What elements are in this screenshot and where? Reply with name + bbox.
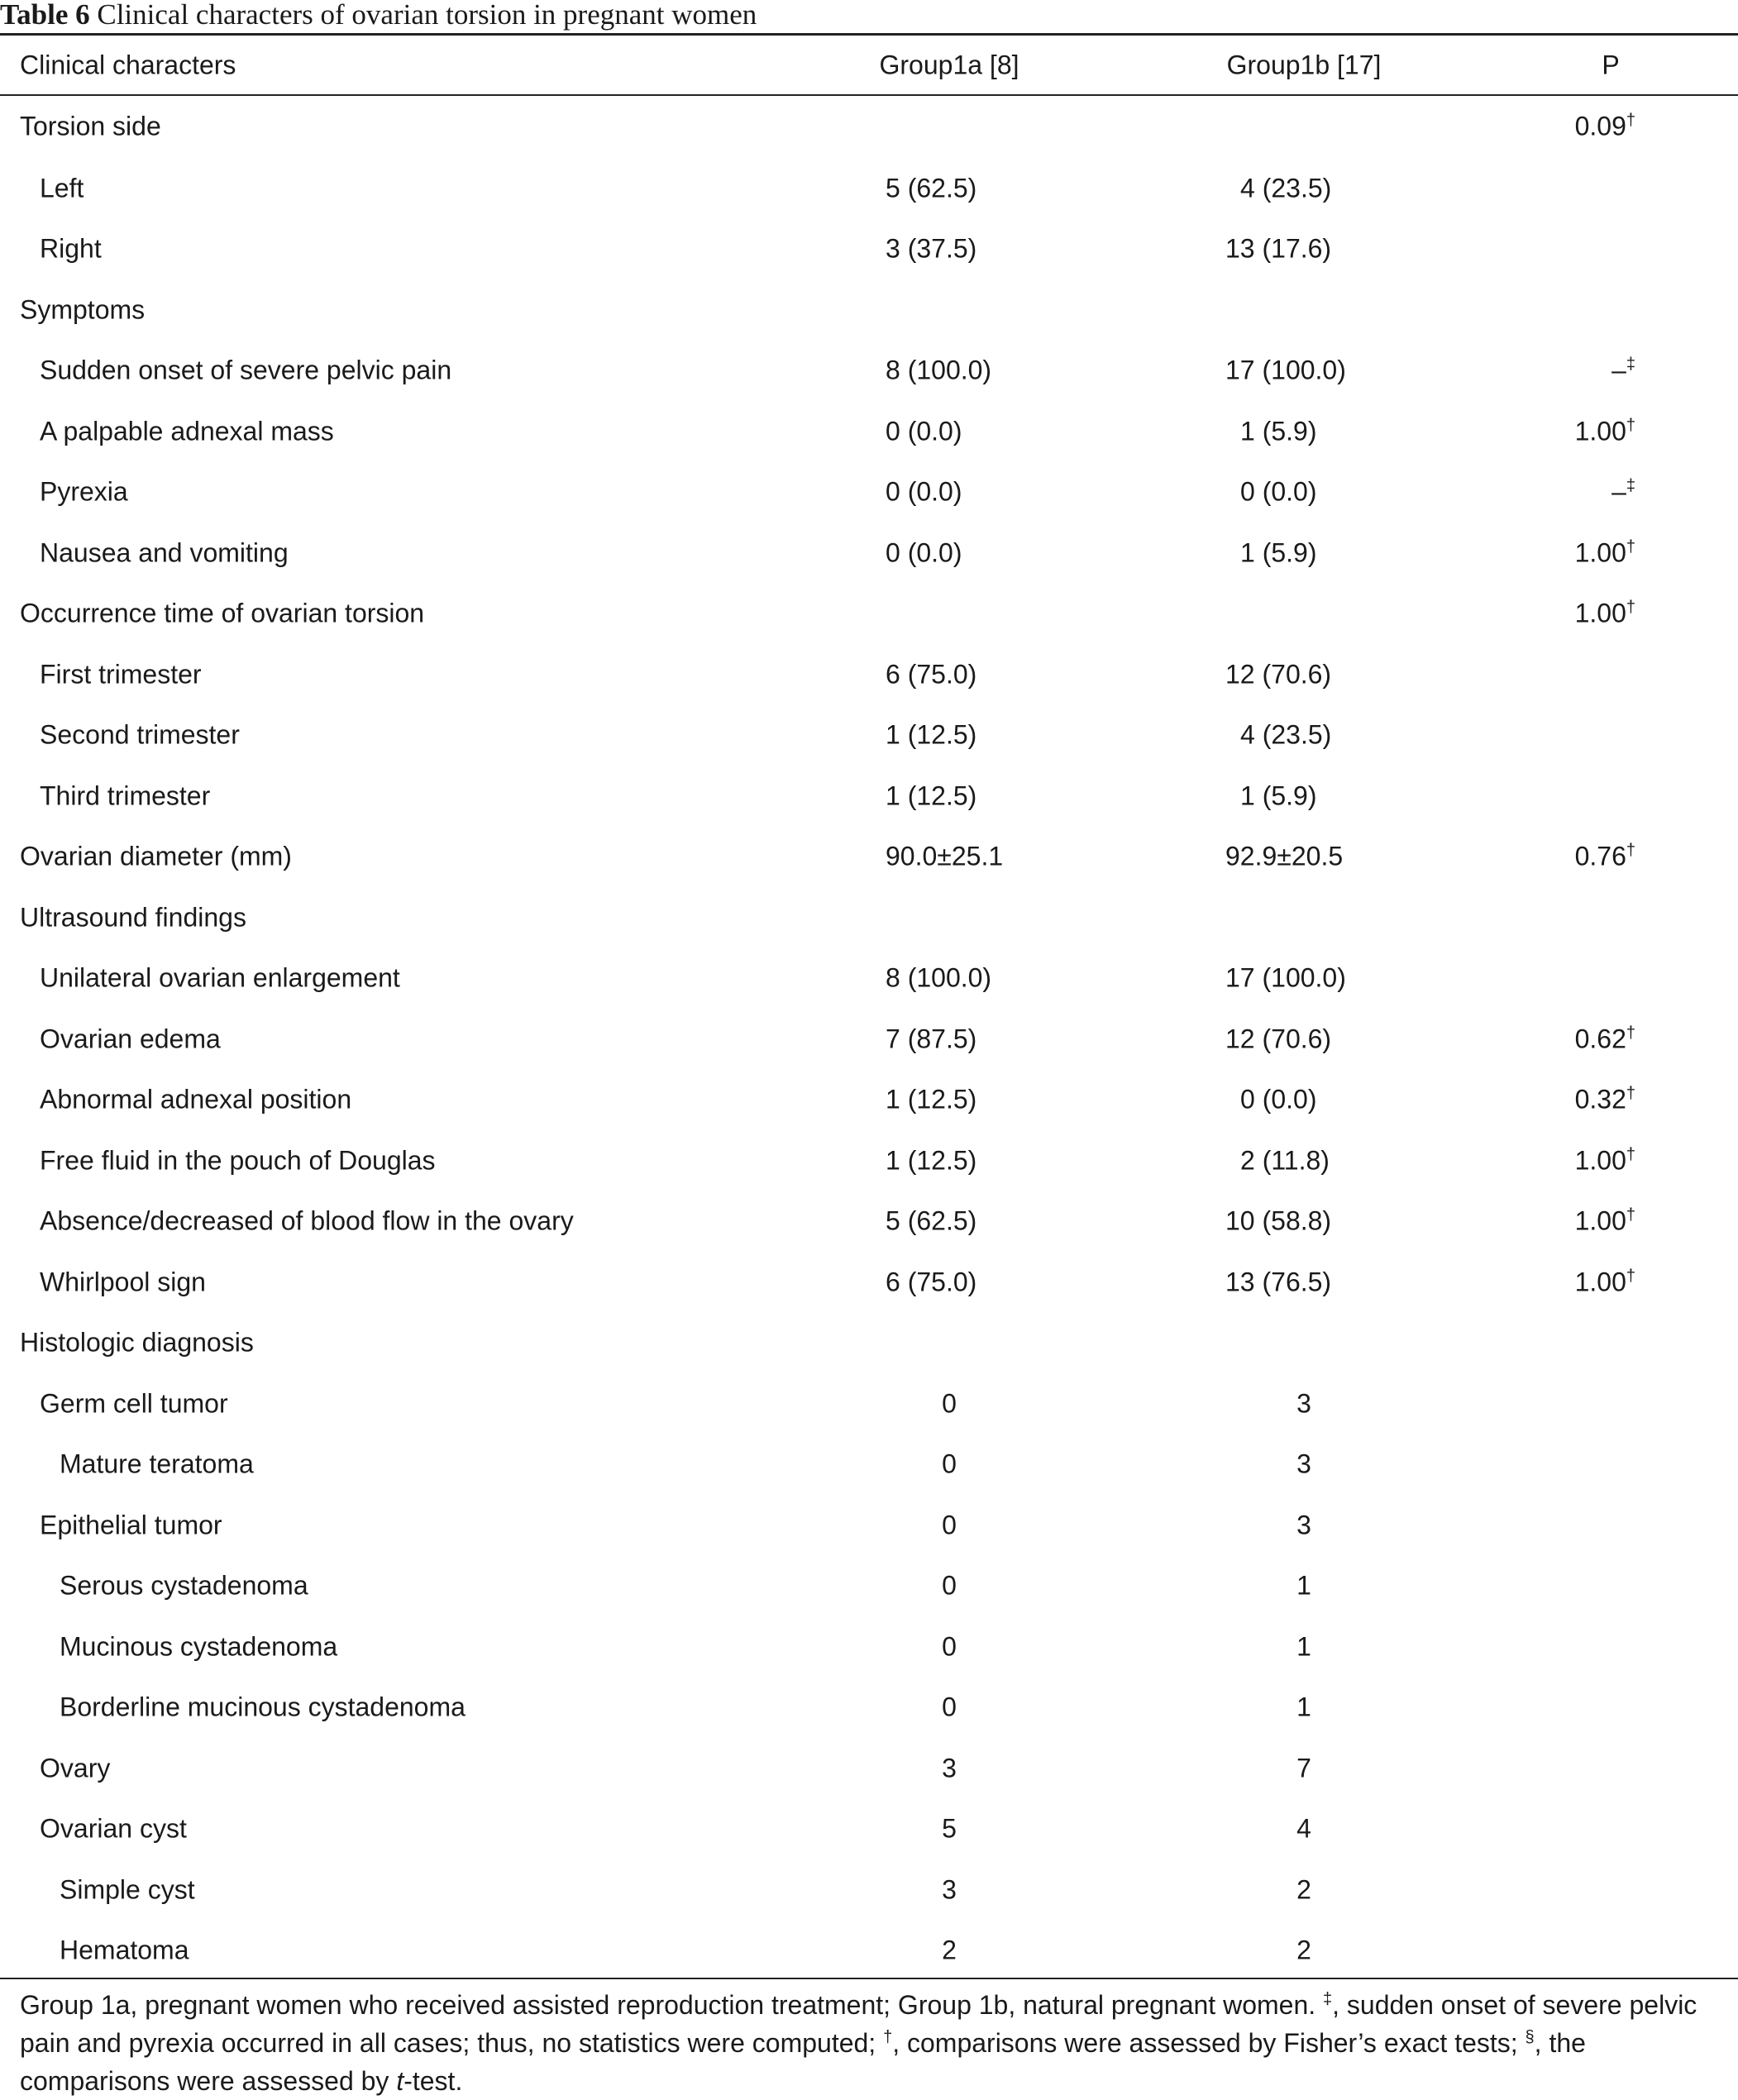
row-label: Left [40, 173, 84, 203]
group1a-value: 1 (12.5) [886, 1084, 977, 1114]
footnote-text-2: , sudden onset of severe pelvic pain and pyrexia occurred in all cases; thus, no statistics were computed; [20, 1990, 1697, 2058]
clinical-characters-table [0, 36, 1738, 1981]
group1a-value: 1 (12.5) [886, 780, 977, 811]
table-row [0, 1678, 1738, 1739]
row-cell [0, 1191, 1738, 1253]
p-value-marker: † [1626, 1267, 1635, 1286]
p-value-number: 1.00 [1574, 537, 1626, 568]
row-cell [0, 1616, 1738, 1678]
group1b-value: 13 (17.6) [1225, 233, 1332, 264]
group1b-value: 4 [1296, 1813, 1311, 1844]
row-label: Nausea and vomiting [40, 537, 289, 568]
p-value-marker: † [1626, 598, 1635, 617]
group1b-value: 12 (70.6) [1225, 659, 1332, 690]
group1a-value: 3 [942, 1753, 957, 1783]
row-label: Third trimester [40, 780, 211, 811]
table-row [0, 1070, 1738, 1131]
p-value-marker: † [1626, 1024, 1635, 1043]
table-row [0, 279, 1738, 341]
row-label: Free fluid in the pouch of Douglas [40, 1145, 436, 1176]
p-value-number: 0.76 [1574, 841, 1626, 871]
table-row [0, 1616, 1738, 1678]
row-cell [0, 401, 1738, 462]
table-row [0, 948, 1738, 1009]
row-cell [0, 523, 1738, 584]
p-value-number: 1.00 [1574, 416, 1626, 446]
table-row [0, 766, 1738, 827]
p-value [1575, 1145, 1635, 1176]
p-value-marker: † [1626, 111, 1635, 129]
row-cell [0, 1009, 1738, 1070]
p-value [1611, 356, 1635, 386]
group1b-value: 3 [1296, 1449, 1311, 1479]
row-label: Absence/decreased of blood flow in the ovary [40, 1205, 574, 1236]
group1a-value: 8 (100.0) [886, 355, 992, 385]
footnote-text-3: , comparisons were assessed by Fisher’s exact tests; [892, 2028, 1526, 2058]
group1a-value: 0 (0.0) [886, 416, 962, 446]
row-cell [0, 887, 1738, 948]
group1a-value: 0 [942, 1692, 957, 1722]
table-row [0, 1859, 1738, 1921]
header-group1b: Group1b [17] [1226, 50, 1382, 79]
row-cell [0, 462, 1738, 523]
row-cell [0, 1921, 1738, 1982]
table-row [0, 401, 1738, 462]
p-value-number: 1.00 [1574, 1267, 1626, 1297]
p-value-number: 0.32 [1574, 1084, 1626, 1114]
table-footnote [20, 1986, 1723, 2100]
group1b-value: 3 [1296, 1510, 1311, 1540]
group1b-value: 2 (11.8) [1240, 1145, 1330, 1176]
group1a-value: 1 (12.5) [886, 1145, 977, 1176]
header-label: Clinical characters [20, 50, 236, 79]
group1a-value: 0 (0.0) [886, 476, 962, 507]
group1a-value: 0 [942, 1510, 957, 1540]
table-row [0, 1191, 1738, 1253]
group1b-value: 2 [1296, 1935, 1311, 1965]
row-label: Epithelial tumor [40, 1510, 222, 1540]
row-label: Ovarian cyst [40, 1813, 187, 1844]
row-label: Sudden onset of severe pelvic pain [40, 355, 452, 385]
p-value [1575, 599, 1635, 629]
group1a-value: 5 (62.5) [886, 173, 977, 203]
group1a-value: 90.0±25.1 [886, 841, 1004, 871]
table-row [0, 1556, 1738, 1617]
row-cell [0, 94, 1738, 158]
p-value [1575, 1024, 1635, 1054]
p-value-number: 0.62 [1574, 1024, 1626, 1054]
group1b-value: 17 (100.0) [1225, 355, 1346, 385]
group1b-value: 10 (58.8) [1225, 1205, 1332, 1236]
group1b-value: 0 (0.0) [1240, 476, 1317, 507]
footnote-text-1: Group 1a, pregnant women who received assisted reproduction treatment; Group 1b, natural pregnant women. [20, 1990, 1324, 2020]
group1a-value: 3 (37.5) [886, 233, 977, 264]
group1b-value: 3 [1296, 1388, 1311, 1419]
row-label: First trimester [40, 659, 202, 690]
table-row [0, 158, 1738, 219]
group1a-value: 7 (87.5) [886, 1024, 977, 1054]
group1b-value: 12 (70.6) [1225, 1024, 1332, 1054]
row-label: Second trimester [40, 719, 240, 750]
row-cell [0, 341, 1738, 402]
row-label: Histologic diagnosis [20, 1327, 254, 1358]
footnote-italic-t: t [396, 2066, 404, 2096]
p-value-number: – [1611, 355, 1626, 385]
table-row [0, 1495, 1738, 1556]
p-value-marker: † [1626, 1205, 1635, 1224]
group1a-value: 2 [942, 1935, 957, 1965]
row-cell [0, 1495, 1738, 1556]
row-cell [0, 219, 1738, 280]
group1b-value: 92.9±20.5 [1225, 841, 1344, 871]
row-cell [0, 948, 1738, 1009]
p-value [1575, 1267, 1635, 1297]
header-group1a: Group1a [8] [879, 50, 1019, 79]
row-label: Mucinous cystadenoma [60, 1631, 338, 1662]
p-value [1575, 416, 1635, 446]
table-row [0, 1130, 1738, 1191]
group1b-value: 1 [1296, 1692, 1311, 1722]
p-value-marker: † [1626, 841, 1635, 860]
row-cell [0, 1556, 1738, 1617]
group1b-value: 1 (5.9) [1240, 416, 1317, 446]
table-row [0, 1252, 1738, 1313]
p-value-marker: † [1626, 1084, 1635, 1103]
p-value-marker: † [1626, 537, 1635, 556]
table-row [0, 219, 1738, 280]
group1b-value: 17 (100.0) [1225, 962, 1346, 993]
table-title: Clinical characters of ovarian torsion in pregnant women [97, 0, 757, 31]
table-row [0, 523, 1738, 584]
p-value-marker: † [1626, 416, 1635, 435]
row-cell [0, 1313, 1738, 1374]
group1b-value: 13 (76.5) [1225, 1267, 1332, 1297]
p-value-marker: † [1626, 1145, 1635, 1164]
group1a-value: 1 (12.5) [886, 719, 977, 750]
p-value [1575, 537, 1635, 568]
group1b-value: 1 [1296, 1570, 1311, 1601]
table-row [0, 705, 1738, 766]
row-label: Borderline mucinous cystadenoma [60, 1692, 466, 1722]
group1b-value: 0 (0.0) [1240, 1084, 1317, 1114]
row-cell [0, 1373, 1738, 1434]
group1b-value: 4 (23.5) [1240, 173, 1332, 203]
p-value-number: 1.00 [1574, 598, 1626, 628]
row-label: Symptoms [20, 294, 146, 325]
table-row [0, 1799, 1738, 1860]
row-cell [0, 1252, 1738, 1313]
row-label: Whirlpool sign [40, 1267, 206, 1297]
group1b-value: 1 (5.9) [1240, 780, 1317, 811]
row-cell [0, 766, 1738, 827]
row-cell [0, 1799, 1738, 1860]
row-cell [0, 644, 1738, 705]
group1a-value: 6 (75.0) [886, 1267, 977, 1297]
footnote-text-5: -test. [403, 2066, 463, 2096]
table-row [0, 1009, 1738, 1070]
row-label: Abnormal adnexal position [40, 1084, 352, 1114]
row-cell [0, 1434, 1738, 1496]
p-value [1575, 1206, 1635, 1237]
group1b-value: 2 [1296, 1874, 1311, 1905]
group1a-value: 0 [942, 1631, 957, 1662]
row-cell [0, 158, 1738, 219]
table-row [0, 644, 1738, 705]
group1b-value: 7 [1296, 1753, 1311, 1783]
table-row [0, 462, 1738, 523]
row-cell [0, 279, 1738, 341]
row-cell [0, 1070, 1738, 1131]
table-row [0, 1434, 1738, 1496]
table-row [0, 1921, 1738, 1982]
table-row [0, 1738, 1738, 1799]
row-label: Occurrence time of ovarian torsion [20, 598, 425, 628]
row-label: Simple cyst [60, 1874, 195, 1905]
row-label: Ultrasound findings [20, 902, 246, 933]
table-row [0, 1373, 1738, 1434]
table-row [0, 341, 1738, 402]
row-label: Mature teratoma [60, 1449, 254, 1479]
row-label: Torsion side [20, 111, 161, 141]
group1a-value: 5 [942, 1813, 957, 1844]
row-label: Ovarian edema [40, 1024, 221, 1054]
table-row [0, 584, 1738, 645]
group1a-value: 0 [942, 1570, 957, 1601]
row-cell [0, 1130, 1738, 1191]
row-label: Right [40, 233, 102, 264]
p-value [1575, 842, 1635, 872]
header-p: P [1602, 50, 1620, 79]
row-label: Pyrexia [40, 476, 128, 507]
row-label: Serous cystadenoma [60, 1570, 308, 1601]
group1a-value: 8 (100.0) [886, 962, 992, 993]
group1a-value: 0 (0.0) [886, 537, 962, 568]
group1a-value: 0 [942, 1449, 957, 1479]
group1a-value: 5 (62.5) [886, 1205, 977, 1236]
header-cell [0, 36, 1738, 94]
table-row [0, 827, 1738, 888]
row-label: A palpable adnexal mass [40, 416, 334, 446]
row-label: Unilateral ovarian enlargement [40, 962, 400, 993]
p-value-marker: ‡ [1626, 355, 1635, 374]
footnote-symbol-double-dagger: ‡ [1323, 1990, 1333, 2008]
table-row [0, 94, 1738, 158]
row-cell [0, 827, 1738, 888]
footnote-symbol-dagger: † [883, 2028, 893, 2046]
table-caption [0, 0, 757, 33]
header-row [0, 36, 1738, 94]
footnote-symbol-section: § [1525, 2028, 1535, 2046]
p-value [1575, 1085, 1635, 1115]
p-value [1575, 111, 1635, 141]
group1a-value: 0 [942, 1388, 957, 1419]
row-label: Ovarian diameter (mm) [20, 841, 292, 871]
row-cell [0, 1678, 1738, 1739]
row-cell [0, 705, 1738, 766]
row-cell [0, 584, 1738, 645]
p-value-number: 1.00 [1574, 1205, 1626, 1236]
group1b-value: 1 (5.9) [1240, 537, 1317, 568]
row-cell [0, 1859, 1738, 1921]
row-label: Germ cell tumor [40, 1388, 228, 1419]
row-cell [0, 1738, 1738, 1799]
p-value-number: 0.09 [1574, 111, 1626, 141]
p-value-number: 1.00 [1574, 1145, 1626, 1176]
footnote-text-4: , the comparisons were assessed by [20, 2028, 1586, 2096]
group1a-value: 6 (75.0) [886, 659, 977, 690]
table-number: Table 6 [0, 0, 90, 31]
p-value [1611, 477, 1635, 508]
group1b-value: 4 (23.5) [1240, 719, 1332, 750]
group1a-value: 3 [942, 1874, 957, 1905]
p-value-number: – [1611, 476, 1626, 507]
group1b-value: 1 [1296, 1631, 1311, 1662]
table-row [0, 1313, 1738, 1374]
row-label: Ovary [40, 1753, 111, 1783]
row-label: Hematoma [60, 1935, 189, 1965]
p-value-marker: ‡ [1626, 476, 1635, 495]
table-row [0, 887, 1738, 948]
